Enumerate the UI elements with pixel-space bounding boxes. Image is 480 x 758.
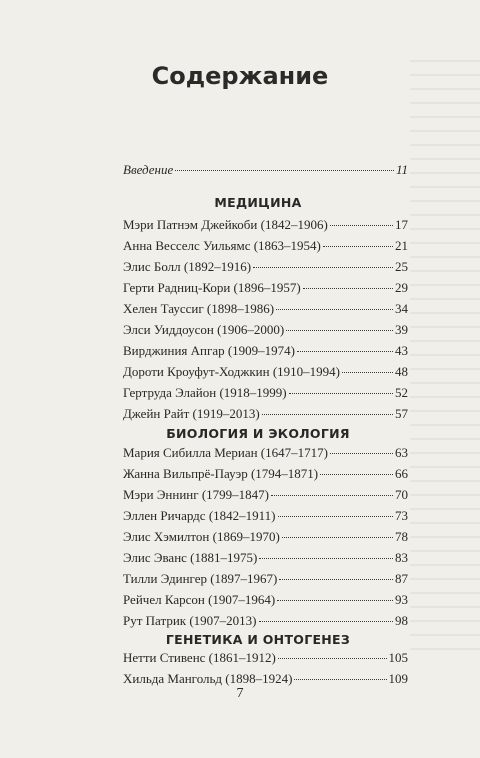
toc-entry-page: 25	[395, 259, 408, 274]
page-number: 7	[236, 686, 244, 701]
toc-entry-label: Мария Сибилла Мериан (1647–1717)	[123, 445, 328, 460]
toc-entry[interactable]	[123, 650, 408, 671]
section-heading-biology: БИОЛОГИЯ И ЭКОЛОГИЯ	[166, 426, 350, 441]
toc-entry-page: 43	[395, 343, 408, 358]
toc-entry-label: Элис Хэмилтон (1869–1970)	[123, 529, 280, 544]
toc-entry-label: Нетти Стивенс (1861–1912)	[123, 650, 276, 665]
section-list-biology	[123, 445, 408, 634]
toc-entry-label: Эллен Ричардс (1842–1911)	[123, 508, 276, 523]
toc-entry[interactable]	[123, 571, 408, 592]
toc-entry-label: Вирджиния Апгар (1909–1974)	[123, 343, 296, 358]
toc-entry-page: 34	[395, 301, 408, 316]
toc-entry-label: Рут Патрик (1907–2013)	[123, 613, 257, 628]
leader-dots	[342, 372, 393, 373]
toc-entry-label: Анна Весселс Уильямс (1863–1954)	[123, 238, 321, 253]
toc-entry-label: Элис Болл (1892–1916)	[123, 259, 252, 274]
leader-dots	[330, 225, 393, 226]
toc-entry[interactable]	[123, 406, 408, 427]
toc-entry[interactable]	[123, 529, 408, 550]
toc-entry[interactable]	[123, 343, 408, 364]
toc-entry[interactable]	[123, 613, 408, 634]
leader-dots	[175, 170, 394, 171]
leader-dots	[278, 516, 394, 517]
toc-entry-page: 11	[395, 162, 408, 177]
leader-dots	[320, 474, 393, 475]
toc-entry-page: 39	[395, 322, 408, 337]
toc-entry-label: Хелен Тауссиг (1898–1986)	[123, 301, 275, 316]
toc-entry-page: 98	[395, 613, 408, 628]
toc-entry-page: 29	[395, 280, 408, 295]
toc-entry[interactable]	[123, 280, 408, 301]
toc-entry-page: 73	[395, 508, 408, 523]
toc-entry-page: 78	[395, 529, 408, 544]
toc-entry-page: 57	[395, 406, 408, 421]
toc-entry-page: 87	[395, 571, 408, 586]
toc-entry-label: Мэри Эннинг (1799–1847)	[123, 487, 269, 502]
show-through-bleed	[410, 60, 480, 660]
toc-entry[interactable]	[123, 259, 408, 280]
toc-entry[interactable]	[123, 487, 408, 508]
toc-entry-page: 63	[395, 445, 408, 460]
toc-entry-page: 52	[395, 385, 408, 400]
toc-entry-label: Дороти Кроуфут-Ходжкин (1910–1994)	[123, 364, 340, 379]
leader-dots	[286, 330, 393, 331]
page-title: Содержание	[151, 62, 329, 90]
leader-dots	[297, 351, 393, 352]
leader-dots	[262, 414, 393, 415]
toc-entry[interactable]	[123, 550, 408, 571]
section-heading-medicine: МЕДИЦИНА	[214, 195, 302, 210]
toc-entry-label: Тилли Эдингер (1897–1967)	[123, 571, 278, 586]
toc-entry-label: Джейн Райт (1919–2013)	[123, 406, 260, 421]
toc-entry[interactable]	[123, 508, 408, 529]
toc-entry-label: Жанна Вильпрё-Пауэр (1794–1871)	[123, 466, 319, 481]
toc-entry-page: 83	[395, 550, 408, 565]
toc-entry-page: 21	[395, 238, 408, 253]
leader-dots	[330, 453, 393, 454]
toc-entry[interactable]	[123, 466, 408, 487]
toc-entry-label: Элси Уиддоусон (1906–2000)	[123, 322, 285, 337]
toc-entry-intro[interactable]	[123, 162, 408, 178]
toc-entry-label: Рейчел Карсон (1907–1964)	[123, 592, 276, 607]
toc-entry-page: 48	[395, 364, 408, 379]
leader-dots	[323, 246, 393, 247]
toc-entry-label: Гертруда Элайон (1918–1999)	[123, 385, 287, 400]
toc-entry-page: 70	[395, 487, 408, 502]
leader-dots	[282, 537, 393, 538]
leader-dots	[294, 679, 386, 680]
toc-entry-label: Мэри Патнэм Джейкоби (1842–1906)	[123, 217, 328, 232]
leader-dots	[303, 288, 393, 289]
leader-dots	[271, 495, 393, 496]
leader-dots	[253, 267, 393, 268]
toc-entry[interactable]	[123, 217, 408, 238]
toc-entry[interactable]	[123, 238, 408, 259]
toc-entry-page: 66	[395, 466, 408, 481]
toc-entry[interactable]	[123, 385, 408, 406]
toc-entry[interactable]	[123, 445, 408, 466]
toc-entry-page: 17	[395, 217, 408, 232]
toc-entry-page: 105	[388, 650, 408, 665]
toc-entry[interactable]	[123, 301, 408, 322]
leader-dots	[259, 558, 393, 559]
section-heading-genetics: ГЕНЕТИКА И ОНТОГЕНЕЗ	[165, 632, 351, 647]
leader-dots	[289, 393, 393, 394]
leader-dots	[277, 600, 393, 601]
toc-entry-label: Элис Эванс (1881–1975)	[123, 550, 258, 565]
leader-dots	[278, 658, 387, 659]
toc-entry-label: Введение	[123, 162, 174, 177]
toc-entry-label: Герти Радниц-Кори (1896–1957)	[123, 280, 301, 295]
toc-entry-page: 109	[388, 671, 408, 686]
leader-dots	[279, 579, 393, 580]
leader-dots	[259, 621, 393, 622]
toc-entry[interactable]	[123, 592, 408, 613]
toc-entry-label: Хильда Мангольд (1898–1924)	[123, 671, 293, 686]
toc-entry-page: 93	[395, 592, 408, 607]
toc-entry[interactable]	[123, 322, 408, 343]
section-list-medicine	[123, 217, 408, 427]
toc-entry[interactable]	[123, 364, 408, 385]
leader-dots	[276, 309, 393, 310]
